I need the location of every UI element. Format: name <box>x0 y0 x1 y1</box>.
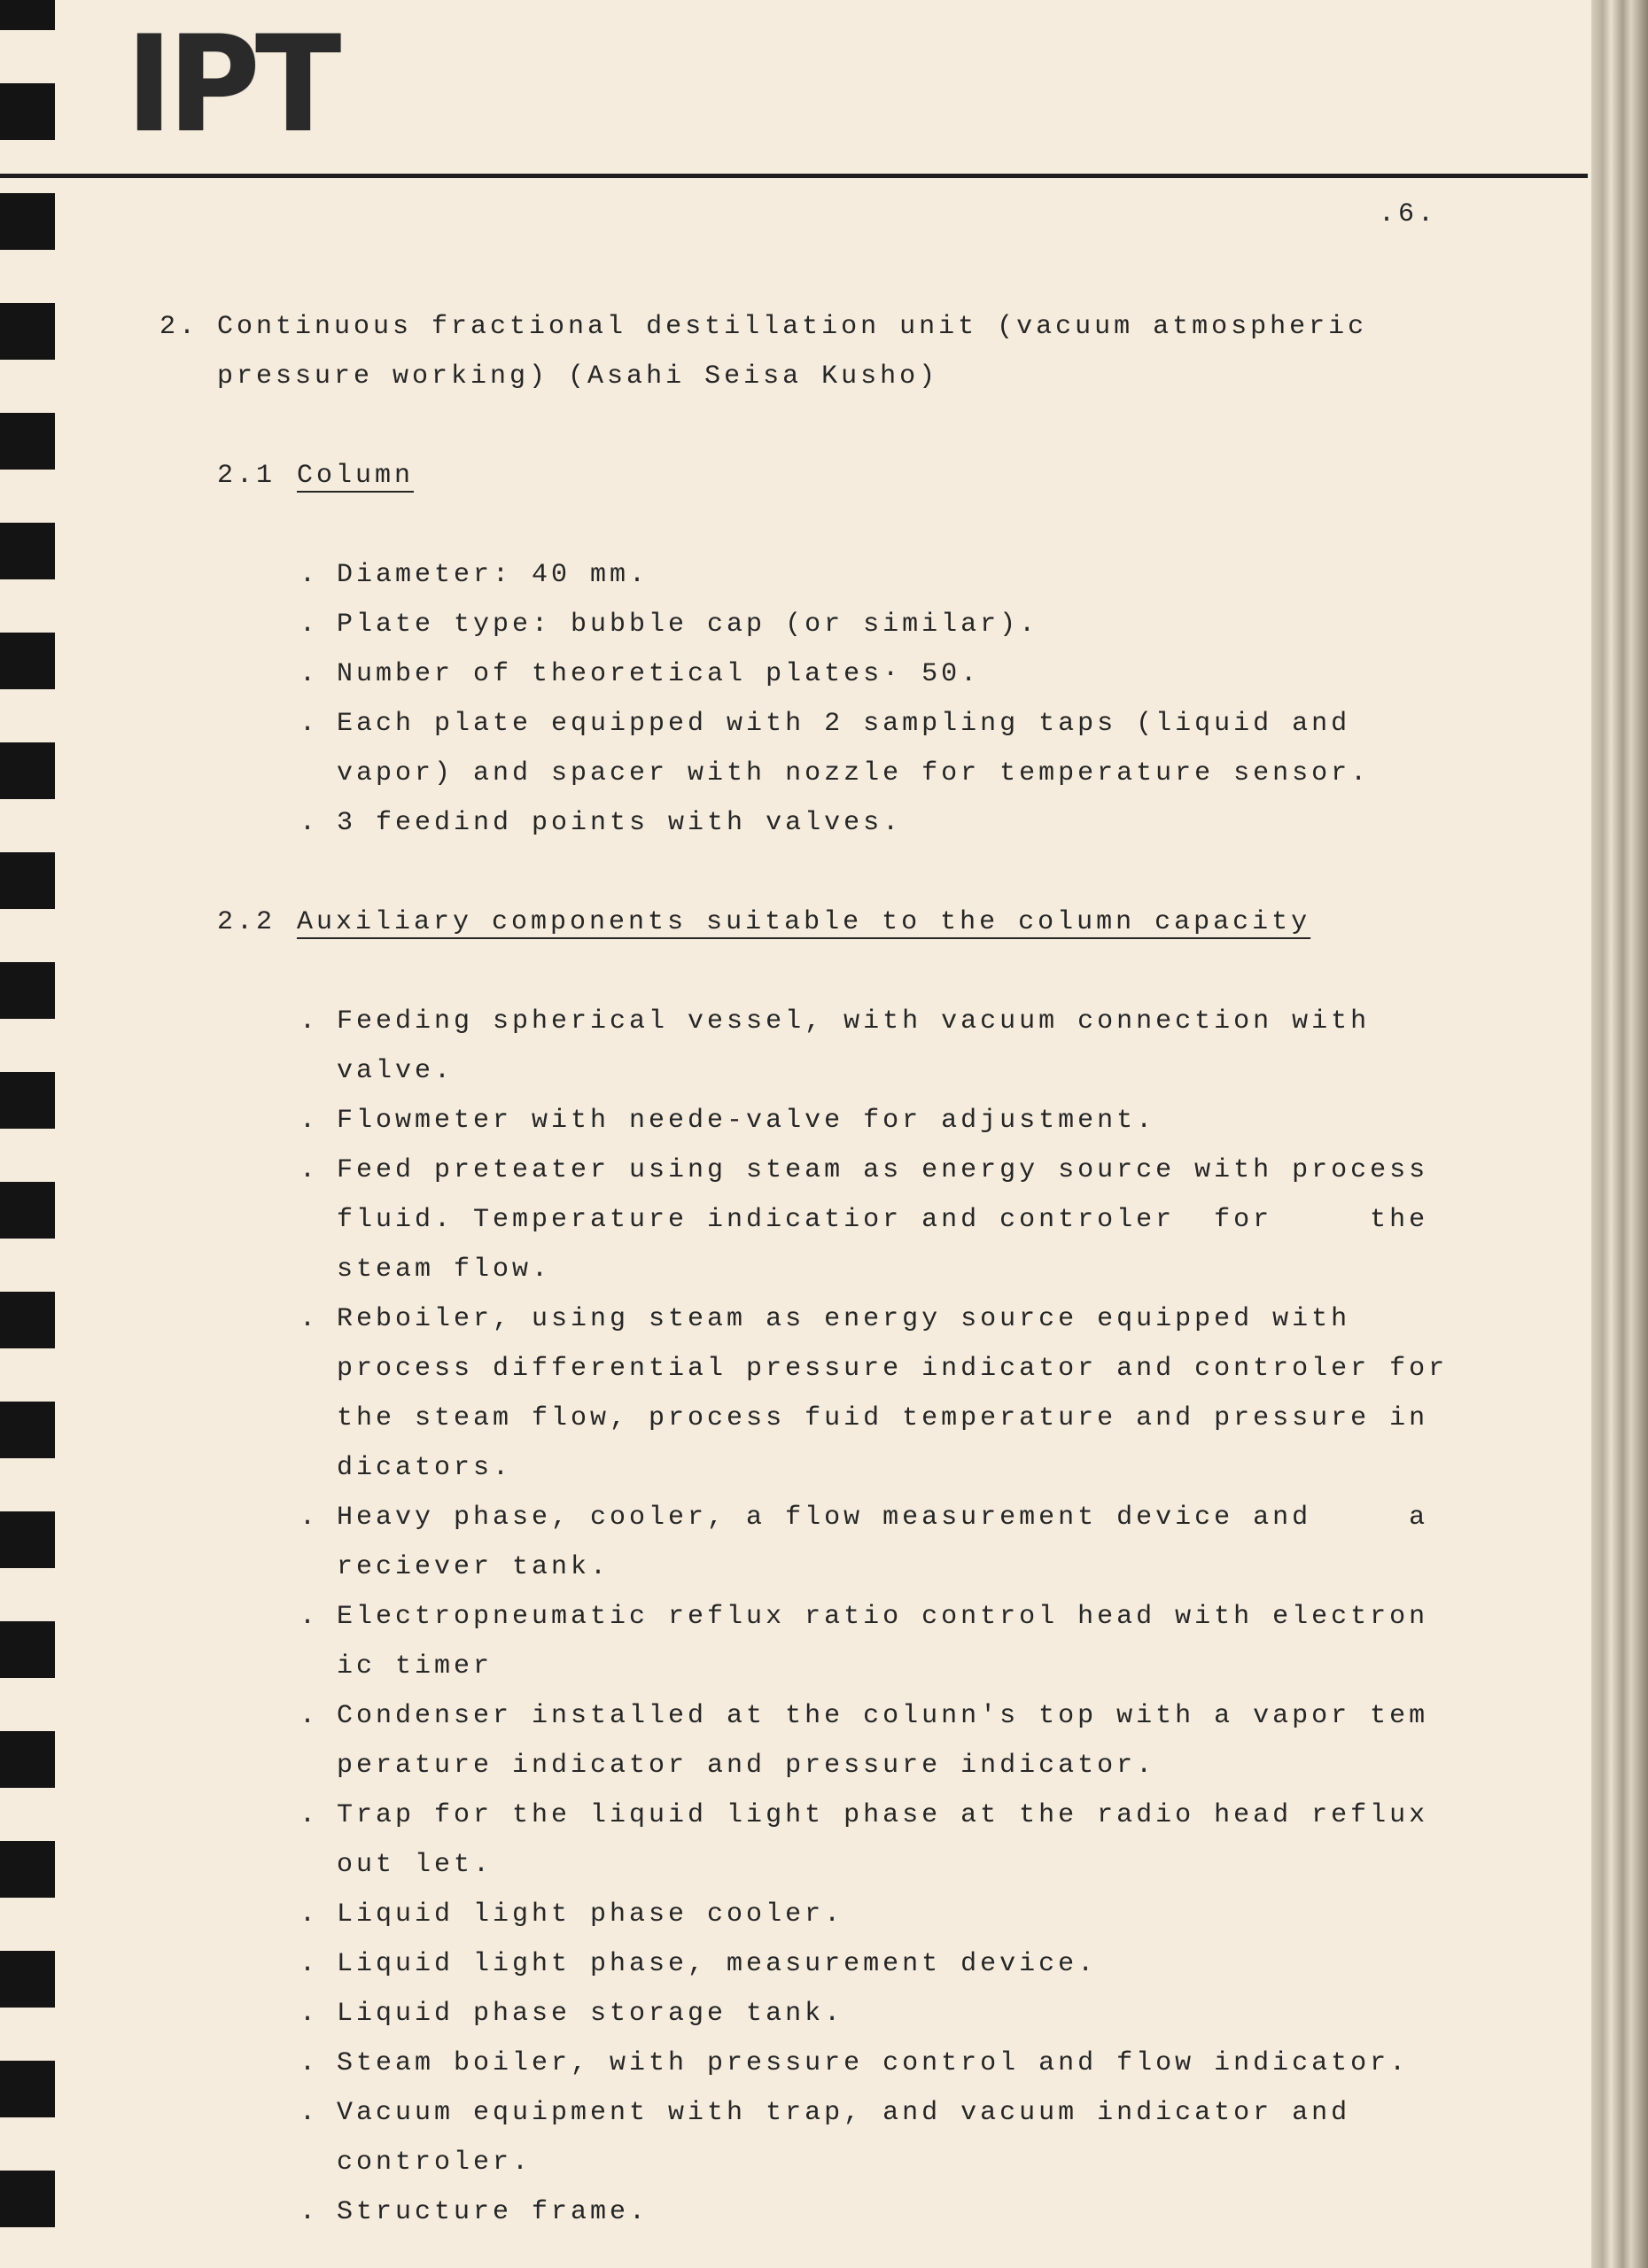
list-item-line <box>0 1989 1559 2039</box>
list-item-text: perature indicator and pressure indicator. <box>337 1751 1156 1781</box>
list-item-text: out let. <box>337 1850 494 1880</box>
list-item-line <box>0 1344 1559 1394</box>
list-item-text: valve. <box>337 1056 455 1086</box>
list-item-line <box>0 1146 1559 1195</box>
bullet-dot: . <box>299 610 320 640</box>
subsection-number: 2.2 <box>217 907 276 937</box>
list-item-line <box>0 798 1559 848</box>
list-item-text: steam flow. <box>337 1254 552 1285</box>
header-rule <box>0 174 1588 178</box>
list-item-line <box>0 2187 1559 2237</box>
list-item-line <box>0 1046 1559 1096</box>
document-body <box>0 302 1559 2237</box>
list-item-line <box>0 1195 1559 1245</box>
bullet-dot: . <box>299 1899 320 1930</box>
blank-line <box>0 501 1559 550</box>
list-item-text: Reboiler, using steam as energy source equipped with <box>337 1304 1351 1334</box>
bullet-dot: . <box>299 808 320 838</box>
list-item-line <box>0 997 1559 1046</box>
list-item-line <box>0 550 1559 600</box>
bullet-dot: . <box>299 2048 320 2078</box>
list-item-text: Steam boiler, with pressure control and flow indicator. <box>337 2048 1410 2078</box>
bullet-dot: . <box>299 1106 320 1136</box>
bullet-dot: . <box>299 1006 320 1037</box>
list-item-text: Flowmeter with neede-valve for adjustment. <box>337 1106 1156 1136</box>
list-item-line <box>0 1790 1559 1840</box>
list-item-line <box>0 1741 1559 1790</box>
list-item-line <box>0 749 1559 798</box>
list-item-text: dicators. <box>337 1453 513 1483</box>
list-item-line <box>0 2088 1559 2138</box>
list-item-text: Structure frame. <box>337 2197 649 2227</box>
list-item-line <box>0 1394 1559 1443</box>
list-item-line <box>0 2138 1559 2187</box>
subsection-title: Auxiliary components suitable to the column capacity <box>297 907 1311 937</box>
bullet-dot: . <box>299 2197 320 2227</box>
list-item-line <box>0 1294 1559 1344</box>
subsection-heading <box>0 897 1559 947</box>
list-item-line <box>0 1642 1559 1691</box>
list-item-line <box>0 699 1559 749</box>
subsection-heading <box>0 451 1559 501</box>
binding-hole <box>0 83 55 140</box>
list-item-text: Electropneumatic reflux ratio control head with electron <box>337 1602 1429 1632</box>
list-item-text: Condenser installed at the colunn's top with a vapor tem <box>337 1701 1429 1731</box>
bullet-dot: . <box>299 1155 320 1185</box>
page-stack-edge <box>1591 0 1648 2268</box>
binding-hole <box>0 0 55 30</box>
bullet-dot: . <box>299 1800 320 1830</box>
list-item-text: 3 feedind points with valves. <box>337 808 903 838</box>
bullet-dot: . <box>299 659 320 689</box>
list-item-line <box>0 1840 1559 1890</box>
section-heading-line <box>0 302 1559 352</box>
list-item-text: Vacuum equipment with trap, and vacuum indicator and <box>337 2098 1351 2128</box>
list-item-line <box>0 1890 1559 1939</box>
bullet-dot: . <box>299 1999 320 2029</box>
list-item-text: Liquid phase storage tank. <box>337 1999 844 2029</box>
section-title: pressure working) (Asahi Seisa Kusho) <box>217 361 939 392</box>
section-number: 2. <box>159 312 199 342</box>
list-item-text: ic timer <box>337 1651 494 1682</box>
bullet-dot: . <box>299 1304 320 1334</box>
subsection-title: Column <box>297 461 415 491</box>
list-item-line <box>0 1096 1559 1146</box>
list-item-line <box>0 649 1559 699</box>
bullet-dot: . <box>299 2098 320 2128</box>
bullet-dot: . <box>299 1701 320 1731</box>
list-item-text: Feed preteater using steam as energy source with process <box>337 1155 1429 1185</box>
list-item-text: Liquid light phase cooler. <box>337 1899 844 1930</box>
section-title: Continuous fractional destillation unit (vacuum atmospheric <box>217 312 1368 342</box>
list-item-line <box>0 2039 1559 2088</box>
list-item-line <box>0 1245 1559 1294</box>
list-item-text: Plate type: bubble cap (or similar). <box>337 610 1039 640</box>
bullet-dot: . <box>299 709 320 739</box>
list-item-line <box>0 1691 1559 1741</box>
subsection-number: 2.1 <box>217 461 276 491</box>
blank-line <box>0 947 1559 997</box>
bullet-dot: . <box>299 560 320 590</box>
list-item-line <box>0 1592 1559 1642</box>
list-item-text: Number of theoretical plates· 50. <box>337 659 981 689</box>
blank-line <box>0 401 1559 451</box>
list-item-line <box>0 1493 1559 1542</box>
binding-hole <box>0 193 55 250</box>
list-item-text: Liquid light phase, measurement device. <box>337 1949 1098 1979</box>
list-item-line <box>0 1939 1559 1989</box>
list-item-text: the steam flow, process fuid temperature and pressure in <box>337 1403 1429 1433</box>
bullet-dot: . <box>299 1949 320 1979</box>
list-item-text: Feeding spherical vessel, with vacuum connection with <box>337 1006 1371 1037</box>
list-item-text: Each plate equipped with 2 sampling taps (liquid and <box>337 709 1351 739</box>
bullet-dot: . <box>299 1503 320 1533</box>
blank-line <box>0 848 1559 897</box>
list-item-text: controler. <box>337 2148 532 2178</box>
list-item-text: reciever tank. <box>337 1552 610 1582</box>
page-number: .6. <box>1379 199 1438 229</box>
ipt-logo: IPT <box>126 8 337 162</box>
list-item-text: Trap for the liquid light phase at the radio head reflux <box>337 1800 1429 1830</box>
list-item-text: Heavy phase, cooler, a flow measurement device and a <box>337 1503 1429 1533</box>
list-item-text: Diameter: 40 mm. <box>337 560 649 590</box>
section-heading-line <box>0 352 1559 401</box>
bullet-dot: . <box>299 1602 320 1632</box>
list-item-text: process differential pressure indicator and controler for <box>337 1354 1449 1384</box>
list-item-line <box>0 1443 1559 1493</box>
list-item-text: vapor) and spacer with nozzle for temperature sensor. <box>337 758 1371 788</box>
list-item-line <box>0 600 1559 649</box>
list-item-line <box>0 1542 1559 1592</box>
list-item-text: fluid. Temperature indicatior and controler for the <box>337 1205 1429 1235</box>
